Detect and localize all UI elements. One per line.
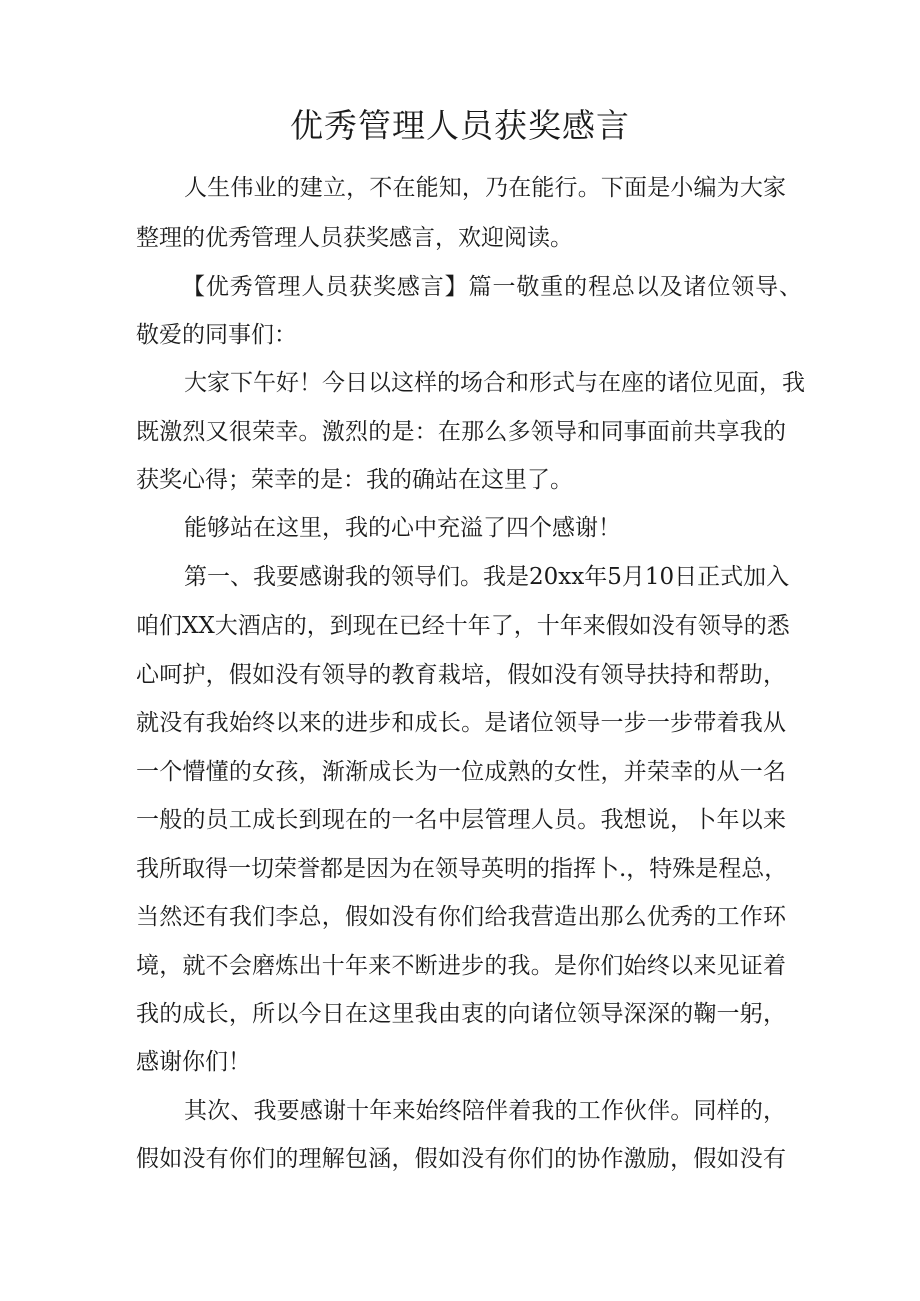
paragraph-line: 第一、我要感谢我的领导们。我是20xx年5月10日正式加入 — [184, 564, 790, 590]
paragraph-line: 咱们XX大酒店的，到现在已经十年了，十年来假如没有领导的悉 — [136, 613, 790, 639]
paragraph-line: 假如没有你们的理解包涵，假如没有你们的协作激励，假如没有 — [136, 1146, 786, 1172]
paragraph-line: 能够站在这里，我的心中充溢了四个感谢！ — [184, 515, 621, 541]
paragraph-line: 人生伟业的建立，不在能知，乃在能行。下面是小编为大家 — [184, 175, 786, 201]
document-title: 优秀管理人员获奖感言 — [290, 106, 630, 145]
paragraph-line: 当然还有我们李总，假如没有你们给我营造出那么优秀的工作环 — [136, 904, 786, 930]
paragraph-line: 既激烈又很荣幸。激烈的是：在那么多领导和同事面前共享我的 — [136, 419, 786, 445]
paragraph-line: 整理的优秀管理人员获奖感言，欢迎阅读。 — [136, 225, 573, 251]
paragraph-line: 一般的员工成长到现在的一名中层管理人员。我想说，卜年以来 — [136, 807, 786, 833]
paragraph-line: 获奖心得；荣幸的是：我的确站在这里了。 — [136, 467, 573, 493]
paragraph-line: 【优秀管理人员获奖感言】篇一敬重的程总以及诸位领导、 — [182, 274, 802, 300]
paragraph-line: 我所取得一切荣誉都是因为在领导英明的指挥卜.，特殊是程总， — [136, 856, 788, 882]
paragraph-line: 感谢你们！ — [136, 1049, 251, 1075]
paragraph-line: 敬爱的同事们： — [136, 322, 297, 348]
paragraph-line: 心呵护，假如没有领导的教育栽培，假如没有领导扶持和帮助， — [136, 662, 786, 688]
paragraph-line: 我的成长，所以今日在这里我由衷的向诸位领导深深的鞠一躬， — [136, 1001, 786, 1027]
paragraph-line: 一个懵懂的女孩，渐渐成长为一位成熟的女性，并荣幸的从一名 — [136, 759, 786, 785]
paragraph-line: 其次、我要感谢十年来始终陪伴着我的工作伙伴。同样的， — [184, 1098, 786, 1124]
paragraph-line: 境，就不会磨炼出十年来不断进步的我。是你们始终以来见证着 — [136, 953, 786, 979]
paragraph-line: 大家下午好！今日以这样的场合和形式与在座的诸位见面，我 — [184, 370, 805, 396]
paragraph-line: 就没有我始终以来的进步和成长。是诸位领导一步一步带着我从 — [136, 710, 786, 736]
